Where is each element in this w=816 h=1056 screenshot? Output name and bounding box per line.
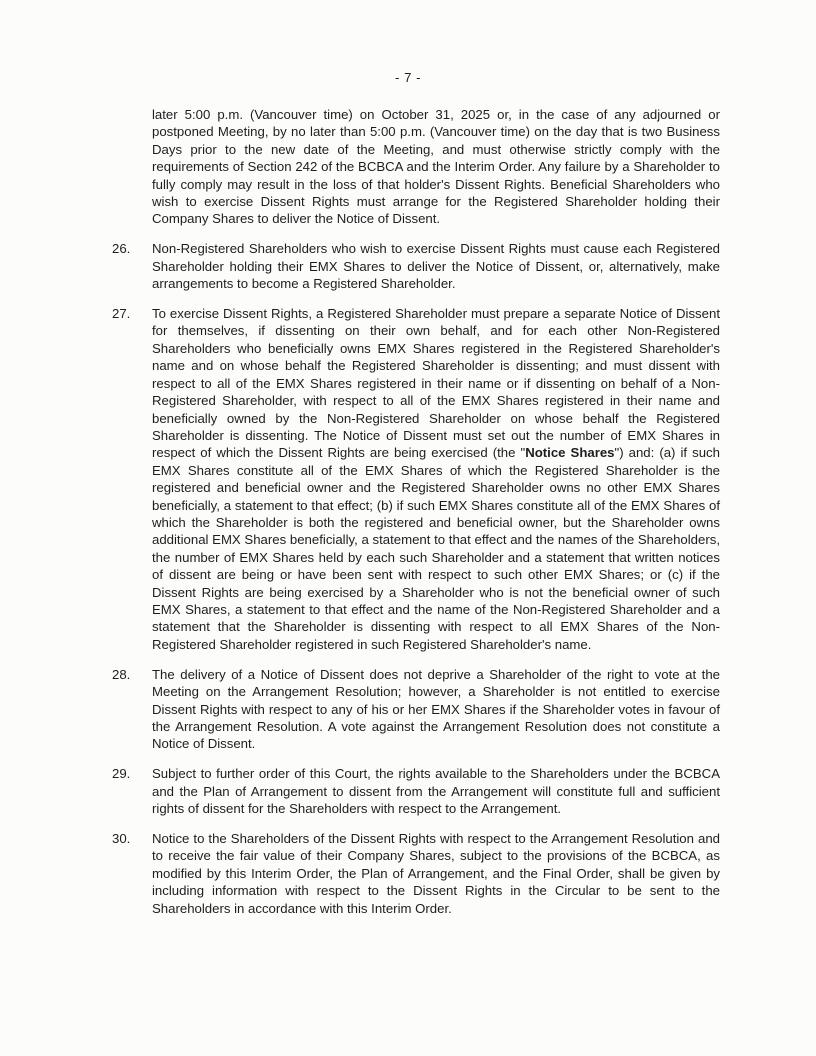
paragraph-text-segment: To exercise Dissent Rights, a Registered Shareholder must prepare a separate Notice of Dissent for themselves, if dissenting on their own behalf, and for each other Non-Registered Shareholders who beneficially owns EMX Shares registered in the Registered Shareholder's name and on whose behalf the Registered Shareholder is dissenting; and must dissent with respect to all of the EMX Shares registered in their name or if dissenting on behalf of a Non-Registered Shareholder, with respect to all of the EMX Shares registered in their name and beneficially owned by the Non-Registered Shareholder on whose behalf the Registered Shareholder is dissenting. The Notice of Dissent must set out the number of EMX Shares in respect of which the Dissent Rights are being exercised (the ": [152, 306, 720, 461]
paragraph-text-segment: ") and: (a) if such EMX Shares constitute all of the EMX Shares of which the Registered Shareholder is the registered and beneficial owner and the Registered Shareholder owns no other EMX Shares beneficially, a statement to that effect; (b) if such EMX Shares constitute all of the EMX Shares of which the Shareholder is both the registered and beneficial owner, but the Shareholder owns additional EMX Shares beneficially, a statement to that effect and the names of the Shareholders, the number of EMX Shares held by each such Shareholder and a statement that written notices of dissent are being or have been sent with respect to such other EMX Shares; or (c) if the Dissent Rights are being exercised by a Shareholder who is not the beneficial owner of such EMX Shares, a statement to that effect and the name of the Non-Registered Shareholder and a statement that the Shareholder is dissenting with respect to all EMX Shares of the Non-Registered Shareholder registered in such Registered Shareholder's name.: [152, 445, 720, 652]
paragraph-27: [112, 305, 720, 653]
page-number: - 7 -: [395, 70, 421, 85]
paragraph-number: 29.: [112, 766, 131, 782]
document-body: [112, 106, 720, 929]
paragraph-29: [112, 765, 720, 817]
paragraph-number: 26.: [112, 241, 131, 257]
paragraph-text: [152, 305, 720, 653]
paragraph-28: [112, 666, 720, 753]
paragraph-continuation: [112, 106, 720, 228]
paragraph-30: [112, 830, 720, 917]
paragraph-text: Notice to the Shareholders of the Dissent Rights with respect to the Arrangement Resolution and to receive the fair value of their Company Shares, subject to the provisions of the BCBCA, as modified by this Interim Order, the Plan of Arrangement, and the Final Order, shall be given by including information with respect to the Dissent Rights in the Circular to be sent to the Shareholders in accordance with this Interim Order.: [152, 830, 720, 916]
paragraph-text: The delivery of a Notice of Dissent does not deprive a Shareholder of the right to vote at the Meeting on the Arrangement Resolution; however, a Shareholder is not entitled to exercise Dissent Rights with respect to any of his or her EMX Shares if the Shareholder votes in favour of the Arrangement Resolution. A vote against the Arrangement Resolution does not constitute a Notice of Dissent.: [152, 666, 720, 752]
paragraph-text: later 5:00 p.m. (Vancouver time) on October 31, 2025 or, in the case of any adjourned or postponed Meeting, by no later than 5:00 p.m. (Vancouver time) on the day that is two Business Days prior to the new date of the Meeting, and must otherwise strictly comply with the requirements of Section 242 of the BCBCA and the Interim Order. Any failure by a Shareholder to fully comply may result in the loss of that holder's Dissent Rights. Beneficial Shareholders who wish to exercise Dissent Rights must arrange for the Registered Shareholder holding their Company Shares to deliver the Notice of Dissent.: [152, 107, 720, 227]
paragraph-text: Non-Registered Shareholders who wish to exercise Dissent Rights must cause each Registered Shareholder holding their EMX Shares to deliver the Notice of Dissent, or, alternatively, make arrangements to become a Registered Shareholder.: [152, 241, 720, 292]
paragraph-number: 28.: [112, 666, 131, 682]
paragraph-text: Subject to further order of this Court, the rights available to the Shareholders under the BCBCA and the Plan of Arrangement to dissent from the Arrangement will constitute full and sufficient rights of dissent for the Shareholders with respect to the Arrangement.: [152, 766, 720, 817]
paragraph-number: 30.: [112, 830, 131, 846]
paragraph-number: 27.: [112, 306, 131, 322]
paragraph-26: [112, 240, 720, 292]
defined-term-notice-shares: Notice Shares: [525, 445, 615, 461]
